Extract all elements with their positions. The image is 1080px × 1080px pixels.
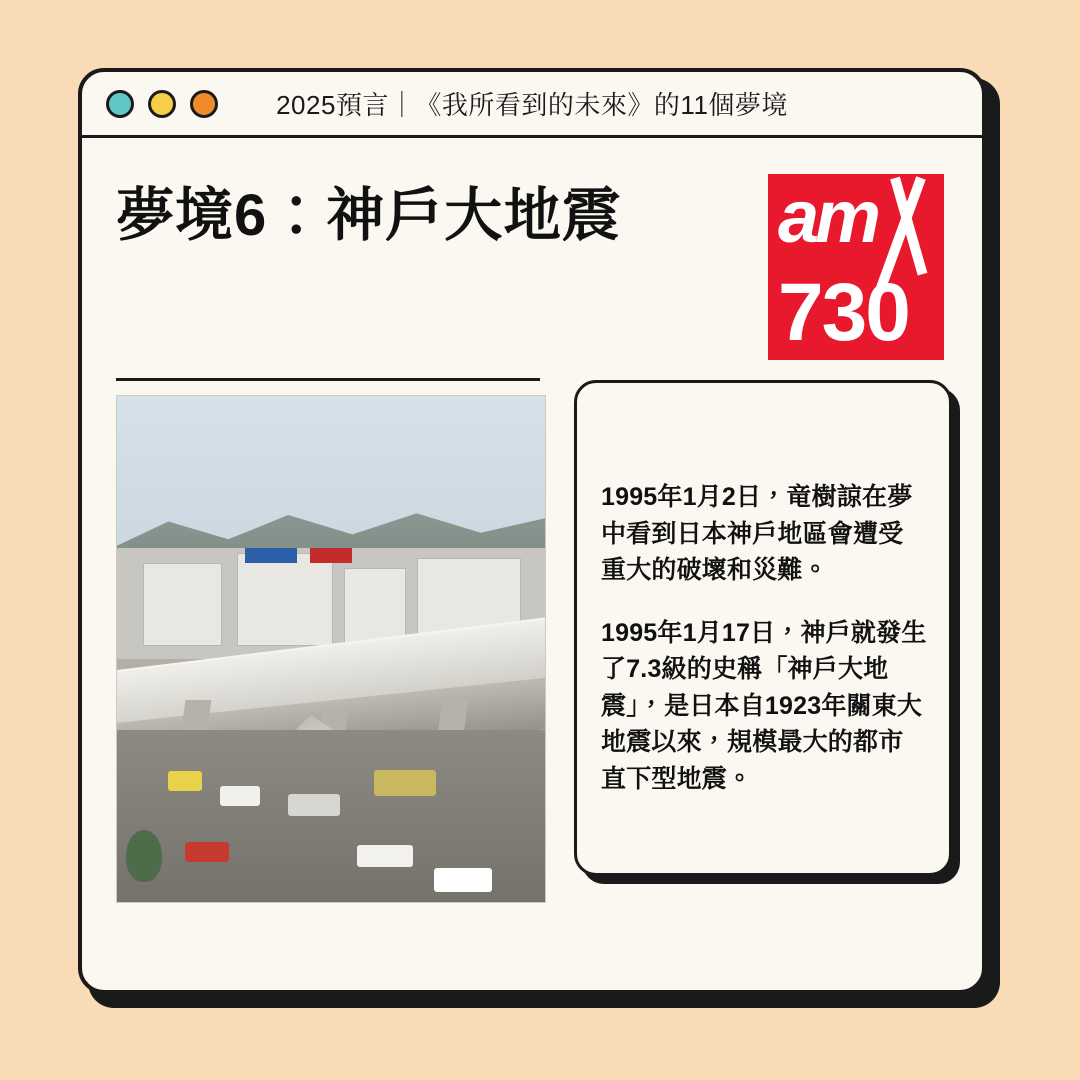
photo-vehicle [220,786,260,806]
callout-wrapper [574,380,952,876]
photo-building [237,553,333,646]
window-controls [106,90,218,118]
photo-signage [245,548,296,563]
callout-paragraph-1: 1995年1月2日，竜樹諒在夢中看到日本神戶地區會遭受重大的破壞和災難。 [601,483,913,584]
callout-box [574,380,952,876]
text-column [574,378,952,903]
header-row [82,138,982,360]
photo-vehicle [185,842,229,862]
body-row [82,360,982,903]
logo-text-730: 730 [778,267,909,358]
callout-paragraph-2: 1995年1月17日，神戶就發生了7.3級的史稱「神戶大地震」，是日本自1923年關東大地震以來，規模最大的都市直下型地震。 [601,618,927,793]
kobe-earthquake-collapsed-expressway-photo [116,395,546,903]
logo-text-am: am [778,175,877,258]
photo-column [116,378,546,903]
window-titlebar [82,72,982,138]
photo-vehicle [357,845,413,867]
photo-building [143,563,222,646]
photo-vehicle [288,794,340,816]
photo-vehicle [374,770,436,796]
divider-rule [116,378,540,381]
page-title: 夢境6：神戶大地震 [116,183,622,248]
minimize-dot-icon[interactable] [148,90,176,118]
am730-logo [768,174,944,360]
window-title: 2025預言｜《我所看到的未來》的11個夢境 [276,90,788,120]
photo-tree [126,830,162,882]
photo-signage [310,548,353,563]
close-dot-icon[interactable] [106,90,134,118]
maximize-dot-icon[interactable] [190,90,218,118]
photo-vehicle [434,868,492,892]
photo-vehicle [168,771,202,791]
content-card [78,68,986,994]
photo-building [344,568,406,646]
